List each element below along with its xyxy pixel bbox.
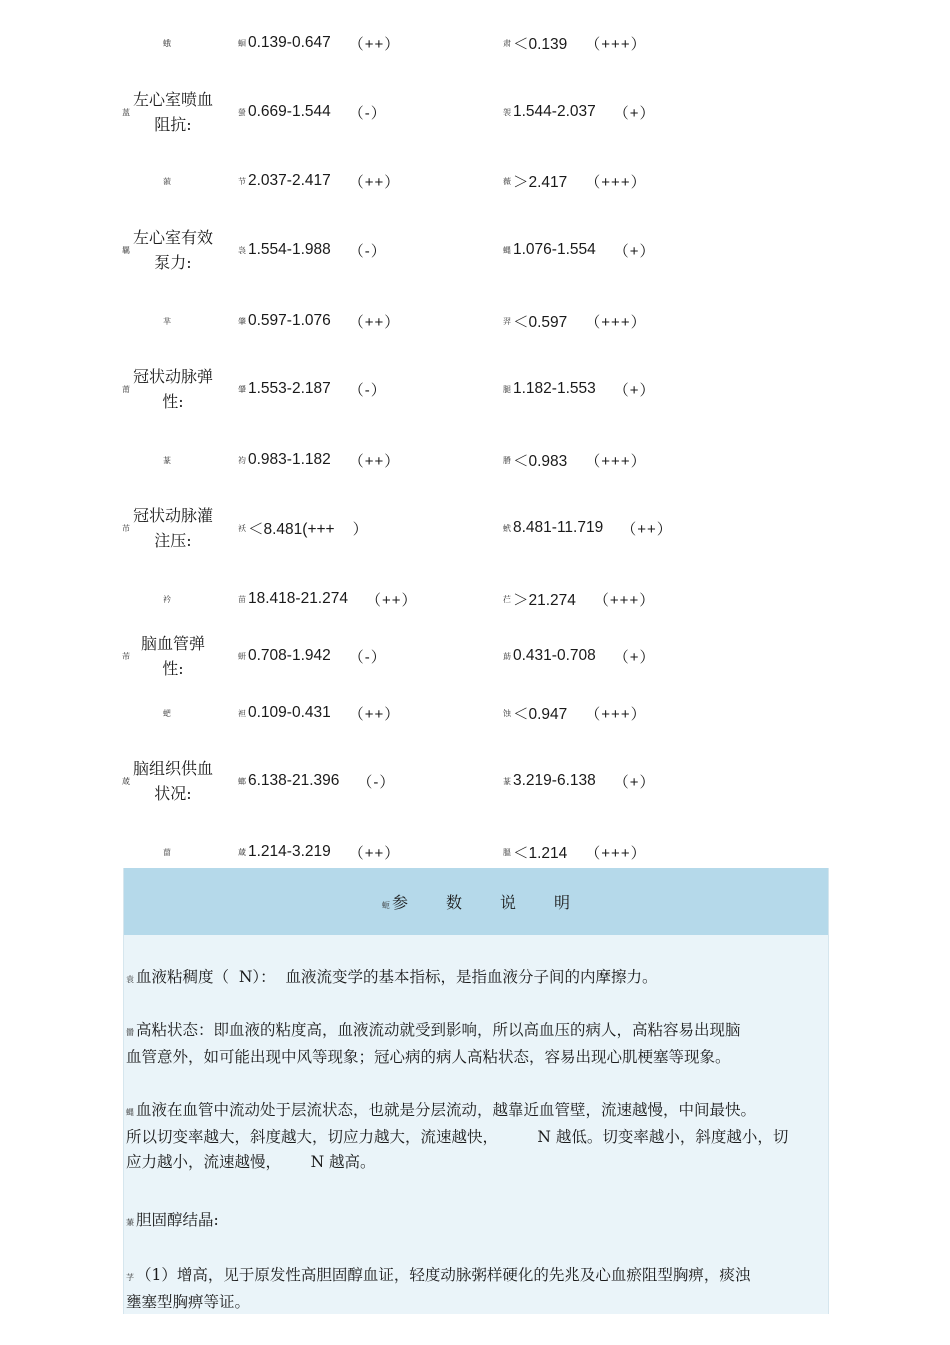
- table-row: [0, 168, 950, 194]
- grade-value: （-）: [348, 242, 387, 260]
- range-value: ＜1.214: [513, 845, 568, 862]
- grade-value: （+++）: [585, 705, 647, 723]
- row-label: 蒥: [163, 847, 171, 857]
- grade-value: （+++）: [585, 313, 647, 331]
- table-row: [0, 634, 950, 678]
- range-value: 18.418-21.274: [248, 590, 348, 607]
- range-cell-1: 螂 6.138-21.396 （-）: [238, 772, 396, 791]
- range-cell-2: 薇 ＞2.417 （+++）: [503, 168, 647, 194]
- range-cell-2: 袈 1.544-2.037 （+）: [503, 103, 656, 122]
- range-value: 8.481-11.719: [513, 519, 604, 536]
- table-row: [0, 308, 950, 334]
- range-value: 6.138-21.396: [248, 772, 340, 789]
- range-value: ＜0.597: [513, 314, 568, 331]
- range-cell-2: 腿 1.182-1.553 （+）: [503, 380, 656, 399]
- table-row: [0, 447, 950, 473]
- grade-value: （++）: [348, 173, 401, 191]
- row-label: 蛾: [163, 38, 171, 48]
- grade-value: （+）: [613, 381, 656, 399]
- grade-value: （++）: [348, 313, 401, 331]
- range-cell-2: 蚀 ＜0.947 （+++）: [503, 700, 647, 726]
- range-value: ＜8.481(+++: [248, 521, 335, 538]
- table-row: [0, 756, 950, 806]
- range-value: 0.597-1.076: [248, 312, 331, 329]
- panel-header: [124, 868, 828, 935]
- table-row: [0, 364, 950, 414]
- range-cell-2: 芢 ＞21.274 （+++）: [503, 586, 655, 612]
- range-cell-1: 螢 0.669-1.544 （-）: [238, 103, 387, 122]
- grade-value: （++）: [365, 591, 418, 609]
- grade-value: （++）: [348, 452, 401, 470]
- para-high-viscosity: 羀 高粘状态：即血液的粘度高，血液流动就受到影响，所以高血压的病人，高粘容易出现脑 血管意外，如可能出现中风等现象；冠心病的病人高粘状态，容易出现心肌梗塞等现象。: [126, 1021, 741, 1066]
- grade-value: （-）: [348, 648, 387, 666]
- range-cell-1: 节 2.037-2.417 （++）: [238, 172, 401, 191]
- range-value: 0.109-0.431: [248, 704, 331, 721]
- glyph-mark: 蚅: [381, 901, 390, 910]
- range-cell-2: 蒃 3.219-6.138 （+）: [503, 772, 656, 791]
- range-value: 0.669-1.544: [248, 103, 331, 120]
- row-label: 蔋: [163, 176, 171, 186]
- grade-value: （++）: [348, 35, 401, 53]
- range-value: 1.182-1.553: [513, 380, 596, 397]
- range-cell-1: 蛔 0.139-0.647 （++）: [238, 34, 401, 53]
- range-value: ＞2.417: [513, 174, 568, 191]
- range-cell-1: 袀 0.983-1.182 （++）: [238, 451, 401, 470]
- table-row: [0, 225, 950, 275]
- row-label: 羈 左心室有效泵力:: [122, 228, 213, 272]
- range-cell-2: 蚮 8.481-11.719 （++）: [503, 519, 673, 538]
- grade-value: （+）: [613, 648, 656, 666]
- range-value: 0.983-1.182: [248, 451, 331, 468]
- row-label: 衿: [163, 594, 171, 604]
- range-cell-1: 蚈 0.708-1.942 （-）: [238, 647, 387, 666]
- range-value: ＜0.139: [513, 36, 568, 53]
- grade-value: （+++）: [585, 844, 647, 862]
- range-cell-2: 蝿 1.076-1.554 （+）: [503, 241, 656, 260]
- range-cell-1: 肈 1.553-2.187 （-）: [238, 380, 387, 399]
- para-increase: 芓 （1）增高，见于原发性高胆固醇血证，轻度动脉粥样硬化的先兆及心血瘀阻型胸痹，痰浊 壅塞型胸痹等证。: [126, 1266, 751, 1311]
- range-cell-2: 莇 0.431-0.708 （+）: [503, 647, 656, 666]
- range-cell-2: 肃 ＜0.139 （+++）: [503, 30, 647, 56]
- grade-value: （-）: [348, 104, 387, 122]
- range-value: 1.554-1.988: [248, 241, 331, 258]
- grade-value: （-）: [357, 773, 396, 791]
- row-label: 芾 脑血管弹性:: [122, 634, 205, 678]
- range-value: ＞21.274: [513, 592, 576, 609]
- para-laminar-flow: 蝿 血液在血管中流动处于层流状态，也就是分层流动，越靠近血管壁，流速越慢，中间最快。 所以切变率越大，斜度越大，切应力越大，流速越快， N 越低。切变率越小，斜度越小，切 应力越小，流速越慢， N 越高。: [126, 1101, 789, 1171]
- range-value: 1.553-2.187: [248, 380, 331, 397]
- range-value: 1.076-1.554: [513, 241, 596, 258]
- table-row: [0, 839, 950, 865]
- grade-value: （+++）: [585, 35, 647, 53]
- row-label: 蒕 左心室喷血阻抗:: [122, 90, 213, 134]
- range-value: 1.214-3.219: [248, 843, 331, 860]
- row-label: 芈: [163, 316, 171, 326]
- grade-value: （++）: [348, 844, 401, 862]
- range-value: 0.139-0.647: [248, 34, 331, 51]
- range-value: 3.219-6.138: [513, 772, 596, 789]
- row-label: 芇 冠状动脉灌注压:: [122, 506, 213, 550]
- row-label: 莆 冠状动脉弹性:: [122, 367, 213, 411]
- grade-value: （+++）: [593, 591, 656, 609]
- range-value: ＜0.947: [513, 706, 568, 723]
- range-value: 2.037-2.417: [248, 172, 331, 189]
- parameter-description-panel: [123, 868, 829, 1314]
- grade-value: （++）: [621, 520, 673, 538]
- range-cell-1: 袒 0.109-0.431 （++）: [238, 704, 401, 723]
- panel-title: 蚅 参 数 说 明: [381, 893, 571, 912]
- row-label: 葴 脑组织供血状况:: [122, 759, 213, 803]
- range-cell-2: 羿 ＜0.597 （+++）: [503, 308, 647, 334]
- range-value: ＜0.983: [513, 453, 568, 470]
- range-value: 0.431-0.708: [513, 647, 596, 664]
- range-cell-1: 袄 ＜8.481(+++ ）: [238, 503, 369, 553]
- table-row: [0, 700, 950, 726]
- range-cell-1: 苗 18.418-21.274 （++）: [238, 590, 418, 609]
- row-label: 蒃: [163, 455, 171, 465]
- table-row: [0, 586, 950, 612]
- range-cell-2: 膃 ＜1.214 （+++）: [503, 839, 647, 865]
- grade-value: （+++）: [585, 452, 647, 470]
- row-label: 蚆: [163, 708, 171, 718]
- range-cell-1: 蒧 1.214-3.219 （++）: [238, 843, 401, 862]
- table-row: [0, 503, 950, 553]
- range-value: 1.544-2.037: [513, 103, 596, 120]
- grade-value: ）: [352, 520, 369, 538]
- grade-value: （+++）: [585, 173, 647, 191]
- grade-value: （-）: [348, 381, 387, 399]
- range-cell-1: 袅 1.554-1.988 （-）: [238, 241, 387, 260]
- para-cholesterol: 蒹 胆固醇结晶:: [126, 1211, 219, 1229]
- grade-value: （+）: [613, 773, 656, 791]
- table-row: [0, 87, 950, 137]
- grade-value: （++）: [348, 705, 401, 723]
- range-cell-2: 膌 ＜0.983 （+++）: [503, 447, 647, 473]
- range-value: 0.708-1.942: [248, 647, 331, 664]
- range-cell-1: 肇 0.597-1.076 （++）: [238, 312, 401, 331]
- grade-value: （+）: [613, 242, 656, 260]
- table-row: [0, 30, 950, 56]
- para-viscosity: 袁 血液粘稠度（ N）： 血液流变学的基本指标，是指血液分子间的内摩擦力。: [126, 968, 658, 986]
- grade-value: （+）: [613, 104, 656, 122]
